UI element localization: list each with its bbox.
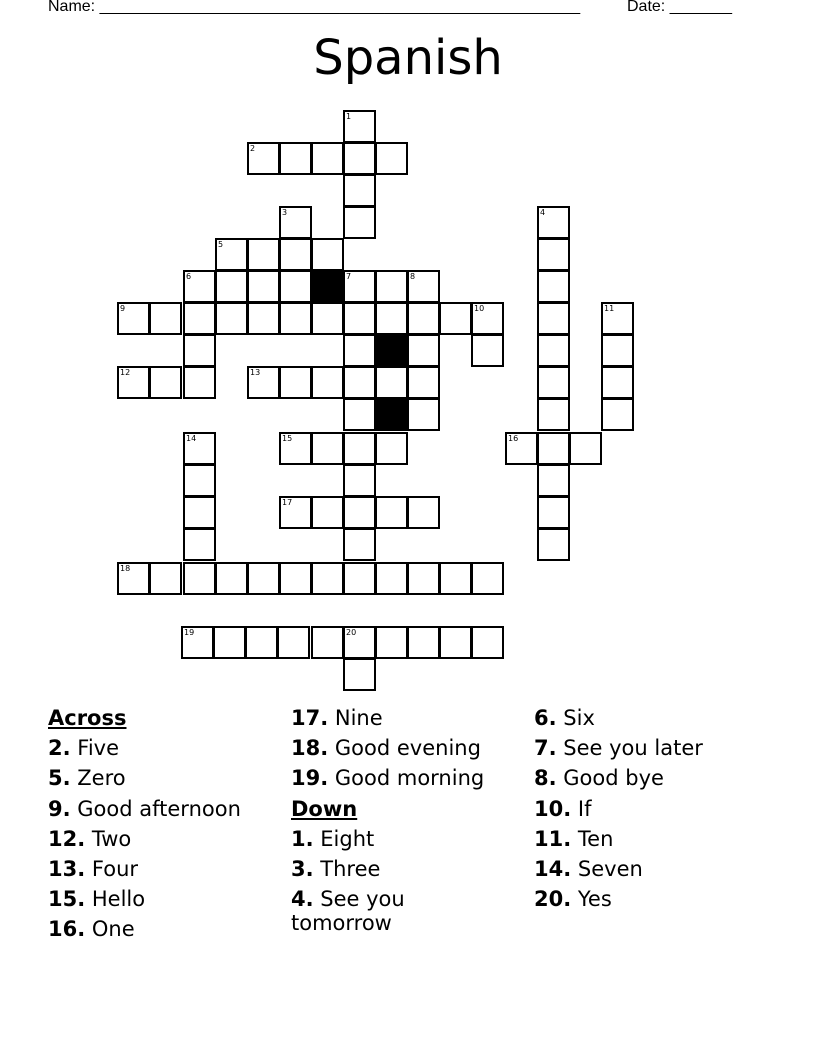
grid-cell[interactable] bbox=[343, 464, 376, 497]
grid-cell[interactable] bbox=[537, 432, 570, 465]
clue-item bbox=[534, 703, 703, 733]
clue-number-label: 7. bbox=[534, 736, 557, 761]
clue-number: 17 bbox=[282, 498, 293, 507]
grid-cell[interactable] bbox=[183, 464, 216, 497]
clue-text: Seven bbox=[577, 857, 643, 882]
clue-number: 20 bbox=[346, 628, 357, 637]
clue-number-label: 17. bbox=[291, 706, 329, 730]
clue-number: 7 bbox=[346, 272, 352, 281]
clue-number-label: 18. bbox=[291, 736, 329, 761]
grid-cell[interactable] bbox=[601, 334, 634, 367]
grid-cell[interactable] bbox=[311, 626, 344, 659]
clue-number-label: 1. bbox=[291, 826, 314, 851]
clue-item bbox=[48, 914, 241, 944]
clue-number: 1 bbox=[346, 112, 352, 121]
grid-cell[interactable] bbox=[215, 270, 248, 303]
clue-number: 6 bbox=[186, 272, 192, 281]
clue-section-heading: Down bbox=[291, 796, 358, 821]
clue-text: Yes bbox=[577, 887, 612, 912]
clue-text: See you tomorrow bbox=[291, 887, 405, 936]
clue-number: 9 bbox=[120, 304, 126, 313]
clue-text: Two bbox=[91, 826, 132, 851]
grid-cell[interactable] bbox=[117, 302, 150, 335]
clue-item bbox=[48, 824, 241, 854]
clue-text: Good bye bbox=[563, 766, 664, 791]
grid-cell[interactable] bbox=[247, 238, 280, 271]
grid-cell[interactable] bbox=[407, 626, 440, 659]
clue-text: Good evening bbox=[334, 736, 481, 761]
clue-number: 3 bbox=[282, 208, 288, 217]
grid-cell[interactable] bbox=[343, 302, 376, 335]
grid-cell[interactable] bbox=[375, 142, 408, 175]
grid-cell[interactable] bbox=[375, 626, 408, 659]
clue-number-label: 4. bbox=[291, 887, 314, 912]
grid-cell[interactable] bbox=[343, 142, 376, 175]
grid-cell[interactable] bbox=[247, 270, 280, 303]
clue-text: Nine bbox=[334, 706, 383, 730]
grid-cell[interactable] bbox=[343, 626, 376, 659]
clue-text: One bbox=[91, 917, 135, 942]
grid-cell[interactable] bbox=[343, 334, 376, 367]
clue-number-label: 13. bbox=[48, 857, 86, 882]
clue-text: If bbox=[577, 796, 592, 821]
grid-cell[interactable] bbox=[407, 270, 440, 303]
grid-cell[interactable] bbox=[343, 562, 376, 595]
grid-cell[interactable] bbox=[245, 626, 278, 659]
clue-number-label: 6. bbox=[534, 706, 557, 730]
clue-text: Three bbox=[320, 857, 381, 882]
clue-item bbox=[534, 733, 703, 763]
clue-item bbox=[291, 854, 491, 884]
grid-cell[interactable] bbox=[537, 334, 570, 367]
clue-number-label: 19. bbox=[291, 766, 329, 791]
grid-cell[interactable] bbox=[407, 398, 440, 431]
clue-number-label: 14. bbox=[534, 857, 572, 882]
grid-cell[interactable] bbox=[343, 174, 376, 207]
grid-cell[interactable] bbox=[311, 496, 344, 529]
clue-number: 12 bbox=[120, 368, 131, 377]
clue-number-label: 5. bbox=[48, 766, 71, 791]
grid-cell[interactable] bbox=[279, 562, 312, 595]
clue-text: Four bbox=[91, 857, 139, 882]
blocked-cell bbox=[375, 398, 408, 431]
grid-cell[interactable] bbox=[117, 366, 150, 399]
grid-cell[interactable] bbox=[183, 302, 216, 335]
grid-cell[interactable] bbox=[407, 334, 440, 367]
grid-cell[interactable] bbox=[279, 366, 312, 399]
grid-cell[interactable] bbox=[537, 366, 570, 399]
grid-cell[interactable] bbox=[601, 366, 634, 399]
grid-cell[interactable] bbox=[215, 562, 248, 595]
clue-text: Six bbox=[563, 706, 595, 730]
grid-cell[interactable] bbox=[375, 496, 408, 529]
grid-cell[interactable] bbox=[311, 142, 344, 175]
clue-number: 8 bbox=[410, 272, 416, 281]
clue-item bbox=[48, 763, 241, 793]
clue-number: 15 bbox=[282, 434, 293, 443]
grid-cell[interactable] bbox=[537, 206, 570, 239]
clue-item bbox=[291, 884, 491, 935]
clue-number: 10 bbox=[474, 304, 485, 313]
clue-number-label: 3. bbox=[291, 857, 314, 882]
grid-cell[interactable] bbox=[343, 270, 376, 303]
grid-cell[interactable] bbox=[183, 562, 216, 595]
clue-item bbox=[291, 824, 491, 854]
grid-cell[interactable] bbox=[215, 302, 248, 335]
clue-text: Good afternoon bbox=[77, 796, 241, 821]
grid-cell[interactable] bbox=[375, 366, 408, 399]
clue-item bbox=[48, 854, 241, 884]
grid-cell[interactable] bbox=[279, 238, 312, 271]
grid-cell[interactable] bbox=[311, 432, 344, 465]
clue-number-label: 16. bbox=[48, 917, 86, 942]
clue-text: Hello bbox=[91, 887, 146, 912]
grid-cell[interactable] bbox=[279, 270, 312, 303]
grid-cell[interactable] bbox=[183, 528, 216, 561]
clue-column-2 bbox=[291, 703, 491, 935]
clue-item bbox=[291, 733, 491, 763]
grid-cell[interactable] bbox=[375, 302, 408, 335]
grid-cell[interactable] bbox=[537, 238, 570, 271]
grid-cell[interactable] bbox=[183, 366, 216, 399]
clue-item bbox=[534, 884, 703, 914]
grid-cell[interactable] bbox=[439, 626, 472, 659]
grid-cell[interactable] bbox=[537, 302, 570, 335]
grid-cell[interactable] bbox=[343, 432, 376, 465]
grid-cell[interactable] bbox=[343, 206, 376, 239]
clue-item bbox=[291, 703, 491, 733]
clue-number-label: 8. bbox=[534, 766, 557, 791]
clue-number: 11 bbox=[604, 304, 615, 313]
grid-cell[interactable] bbox=[247, 366, 280, 399]
clue-number: 16 bbox=[508, 434, 519, 443]
grid-cell[interactable] bbox=[279, 302, 312, 335]
clue-number: 13 bbox=[250, 368, 261, 377]
grid-cell[interactable] bbox=[601, 398, 634, 431]
grid-cell[interactable] bbox=[407, 302, 440, 335]
clue-number-label: 2. bbox=[48, 736, 71, 761]
grid-cell[interactable] bbox=[375, 432, 408, 465]
grid-cell[interactable] bbox=[279, 432, 312, 465]
grid-cell[interactable] bbox=[343, 398, 376, 431]
grid-cell[interactable] bbox=[149, 302, 182, 335]
grid-cell[interactable] bbox=[213, 626, 246, 659]
grid-cell[interactable] bbox=[183, 270, 216, 303]
grid-cell[interactable] bbox=[343, 110, 376, 143]
grid-cell[interactable] bbox=[183, 496, 216, 529]
grid-cell[interactable] bbox=[311, 366, 344, 399]
grid-cell[interactable] bbox=[183, 334, 216, 367]
clue-number: 19 bbox=[184, 628, 195, 637]
grid-cell[interactable] bbox=[601, 302, 634, 335]
grid-cell[interactable] bbox=[181, 626, 214, 659]
grid-cell[interactable] bbox=[149, 562, 182, 595]
grid-cell[interactable] bbox=[277, 626, 310, 659]
clue-column-1 bbox=[48, 703, 241, 945]
clue-item bbox=[534, 854, 703, 884]
clue-number: 14 bbox=[186, 434, 197, 443]
grid-cell[interactable] bbox=[343, 366, 376, 399]
grid-cell[interactable] bbox=[439, 302, 472, 335]
clue-number-label: 20. bbox=[534, 887, 572, 912]
clue-item bbox=[48, 733, 241, 763]
grid-cell[interactable] bbox=[471, 626, 504, 659]
clue-number-label: 10. bbox=[534, 796, 572, 821]
grid-cell[interactable] bbox=[537, 398, 570, 431]
grid-cell[interactable] bbox=[117, 562, 150, 595]
clue-text: Good morning bbox=[334, 766, 485, 791]
clue-number-label: 12. bbox=[48, 826, 86, 851]
grid-cell[interactable] bbox=[247, 302, 280, 335]
clue-text: Zero bbox=[77, 766, 126, 791]
grid-cell[interactable] bbox=[471, 562, 504, 595]
grid-cell[interactable] bbox=[247, 142, 280, 175]
clue-column-3 bbox=[534, 703, 703, 914]
clue-item bbox=[534, 794, 703, 824]
grid-cell[interactable] bbox=[537, 464, 570, 497]
clue-section-heading: Across bbox=[48, 706, 127, 730]
clue-text: See you later bbox=[563, 736, 703, 761]
page-title: Spanish bbox=[313, 30, 503, 86]
clue-text: Five bbox=[77, 736, 120, 761]
grid-cell[interactable] bbox=[311, 238, 344, 271]
clue-number-label: 15. bbox=[48, 887, 86, 912]
grid-cell[interactable] bbox=[407, 562, 440, 595]
name-field-line: Name: ______________________________________________________ bbox=[48, 0, 581, 15]
blocked-cell bbox=[311, 270, 344, 303]
grid-cell[interactable] bbox=[407, 496, 440, 529]
grid-cell[interactable] bbox=[279, 142, 312, 175]
grid-cell[interactable] bbox=[279, 496, 312, 529]
grid-cell[interactable] bbox=[183, 432, 216, 465]
grid-cell[interactable] bbox=[569, 432, 602, 465]
clue-number: 2 bbox=[250, 144, 256, 153]
grid-cell[interactable] bbox=[471, 302, 504, 335]
clue-text: Ten bbox=[577, 826, 614, 851]
grid-cell[interactable] bbox=[471, 334, 504, 367]
grid-cell[interactable] bbox=[537, 496, 570, 529]
grid-cell[interactable] bbox=[247, 562, 280, 595]
grid-cell[interactable] bbox=[537, 528, 570, 561]
grid-cell[interactable] bbox=[537, 270, 570, 303]
grid-cell[interactable] bbox=[149, 366, 182, 399]
clue-number-label: 9. bbox=[48, 796, 71, 821]
clue-text: Eight bbox=[320, 826, 375, 851]
grid-cell[interactable] bbox=[279, 206, 312, 239]
clue-number-label: 11. bbox=[534, 826, 572, 851]
clue-number: 18 bbox=[120, 564, 131, 573]
clue-number: 4 bbox=[540, 208, 546, 217]
date-field-line: Date: _______ bbox=[627, 0, 732, 15]
grid-cell[interactable] bbox=[311, 562, 344, 595]
clue-item bbox=[48, 884, 241, 914]
grid-cell[interactable] bbox=[375, 562, 408, 595]
grid-cell[interactable] bbox=[311, 302, 344, 335]
grid-cell[interactable] bbox=[343, 658, 376, 691]
clue-item bbox=[291, 763, 491, 793]
grid-cell[interactable] bbox=[375, 270, 408, 303]
grid-cell[interactable] bbox=[343, 496, 376, 529]
grid-cell[interactable] bbox=[505, 432, 538, 465]
grid-cell[interactable] bbox=[407, 366, 440, 399]
clue-number: 5 bbox=[218, 240, 224, 249]
grid-cell[interactable] bbox=[215, 238, 248, 271]
grid-cell[interactable] bbox=[439, 562, 472, 595]
blocked-cell bbox=[375, 334, 408, 367]
grid-cell[interactable] bbox=[343, 528, 376, 561]
clue-item bbox=[48, 794, 241, 824]
clue-item bbox=[534, 763, 703, 793]
clue-item bbox=[534, 824, 703, 854]
